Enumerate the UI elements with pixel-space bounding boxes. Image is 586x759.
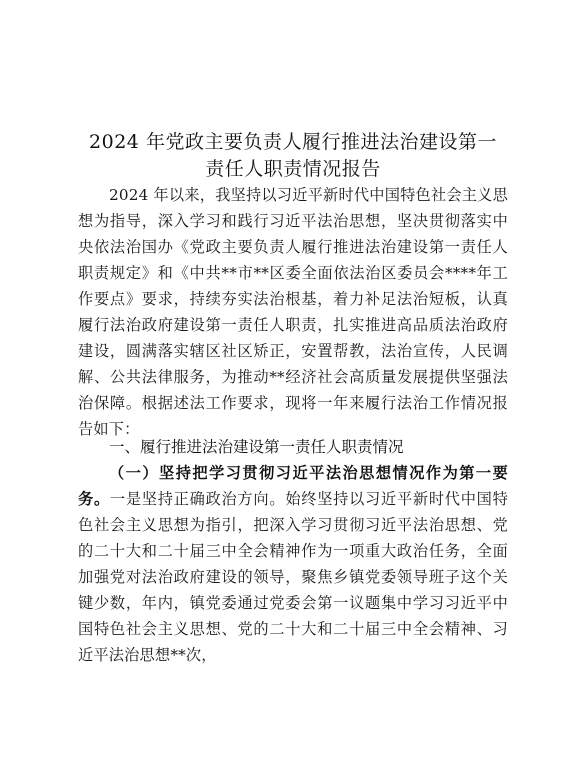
section-heading-1: 一、履行推进法治建设第一责任人职责情况 bbox=[109, 438, 404, 456]
subsection-1-heading: （一）坚持把学习贯彻习近平法治思想情况作为第一要务。 bbox=[78, 464, 508, 508]
subsection-1-body: 一是坚持正确政治方向。始终坚持以习近平新时代中国特色社会主义思想为指引，把深入学习贯彻习近平法治思想、党的二十大和二十届三中全会精神作为一项重大政治任务，全面加强党对法治政府建设的领导，聚焦乡镇党委领导班子这个关键少数，年内，镇党委通过党委会第一议题集中学习习近平中国特色社会主义思想、党的二十大和二十届三中全会精神、习近平法治思想**次， bbox=[78, 490, 509, 664]
document-title-line-1: 2024 年党政主要负责人履行推进法治建设第一 bbox=[89, 131, 497, 153]
subsection-1-paragraph bbox=[78, 460, 508, 668]
intro-paragraph: 2024 年以来，我坚持以习近平新时代中国特色社会主义思想为指导，深入学习和践行习近平法治思想，坚决贯彻落实中央依法治国办《党政主要负责人履行推进法治建设第一责任人职责规定》和《中共**市**区委全面依法治区委员会****年工作要点》要求，持续夯实法治根基，着力补足法治短板，认真履行法治政府建设第一责任人职责，扎实推进高品质法治政府建设，圆满落实辖区社区矫正，安置帮教，法治宣传，人民调解、公共法律服务，为推动**经济社会高质量发展提供坚强法治保障。根据述法工作要求，现将一年来履行法治工作情况报告如下： bbox=[78, 186, 508, 438]
document-title-line-2: 责任人职责情况报告 bbox=[205, 158, 381, 180]
